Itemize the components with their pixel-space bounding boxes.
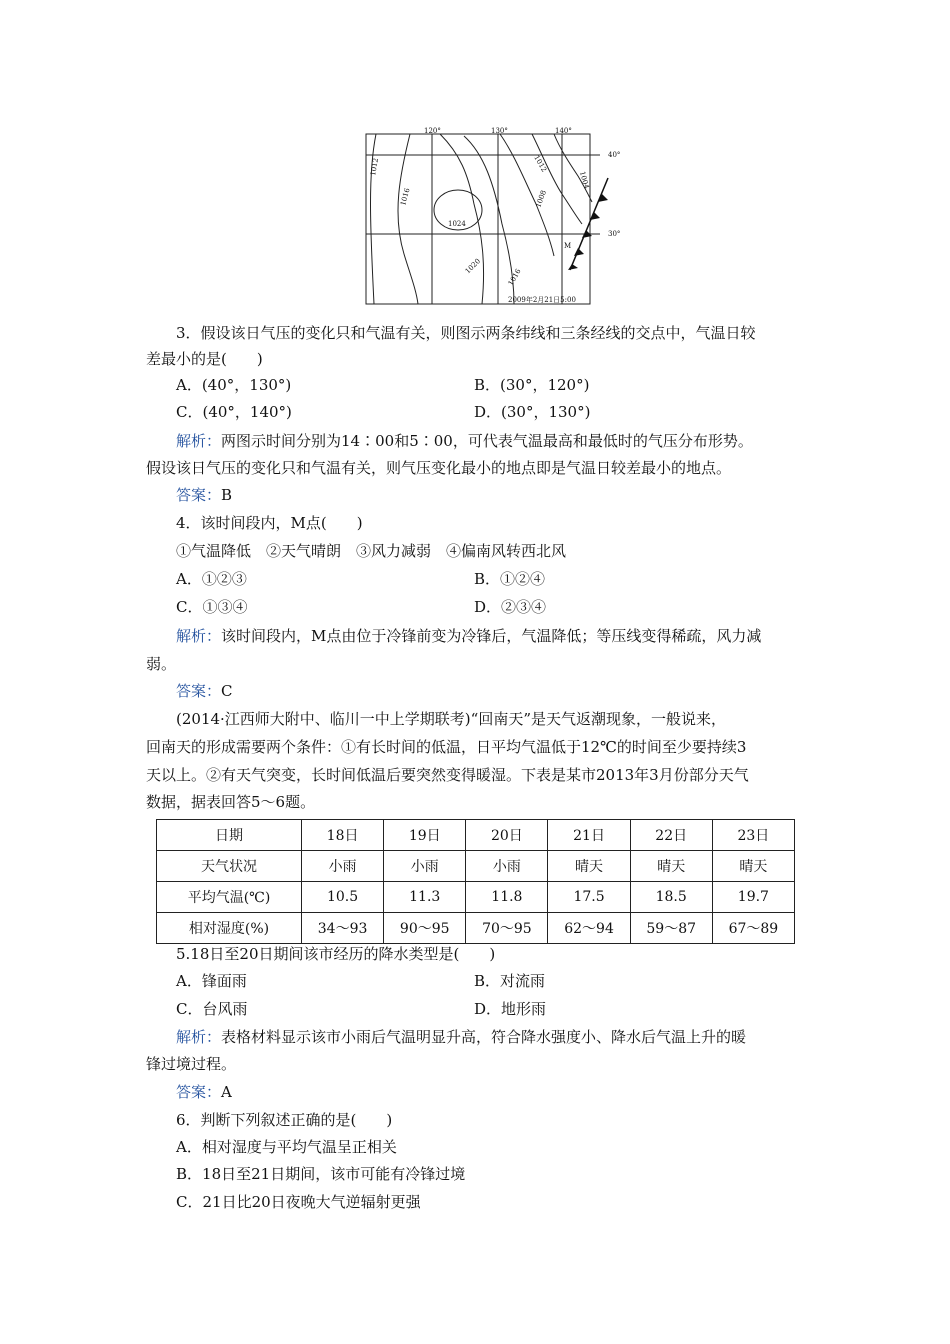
q5-option-d: D．地形雨: [474, 1000, 547, 1018]
map-caption: 2009年2月21日5:00: [508, 296, 576, 304]
q6-option-b: B．18日至21日期间，该市可能有冷锋过境: [176, 1165, 466, 1183]
q3-answer: [176, 485, 232, 505]
q5-explanation-text1: 表格材料显示该市小雨后气温明显升高，符合降水强度小、降水后气温上升的暖: [221, 1028, 747, 1046]
table-cell: 59～87: [630, 913, 712, 944]
q3-explanation-text1: 两图示时间分别为14∶00和5∶00，可代表气温最高和最低时的气压分布形势。: [221, 432, 753, 450]
intro-line1: (2014·江西师大附中、临川一中上学期联考)“回南天”是天气返潮现象，一般说来，: [176, 710, 726, 728]
q3-explanation-label: 解析：: [176, 432, 222, 450]
table-cell: 18日: [302, 820, 384, 851]
q4-answer: [176, 681, 233, 701]
q5-answer: [176, 1082, 232, 1102]
q3-explanation-line2: 假设该日气压的变化只和气温有关，则气压变化最小的地点即是气温日较差最小的地点。: [146, 459, 732, 477]
intro-line2: 回南天的形成需要两个条件：①有长时间的低温，日平均气温低于12℃的时间至少要持续3: [146, 738, 747, 756]
table-cell: 62～94: [548, 913, 630, 944]
table-cell: 小雨: [384, 851, 466, 882]
q6-option-c: C．21日比20日夜晚大气逆辐射更强: [176, 1193, 421, 1211]
table-cell: 小雨: [302, 851, 384, 882]
table-cell: 22日: [630, 820, 712, 851]
q4-items: ①气温降低 ②天气晴朗 ③风力减弱 ④偏南风转西北风: [176, 542, 567, 560]
q5-option-c: C．台风雨: [176, 1000, 248, 1018]
table-cell: 晴天: [548, 851, 630, 882]
table-cell: 小雨: [466, 851, 548, 882]
lon-label-140: 140°: [555, 127, 572, 135]
q4-explanation-label: 解析：: [176, 627, 222, 645]
table-cell: 天气状况: [157, 851, 302, 882]
weather-table: [156, 819, 795, 944]
q4-option-a: A．①②③: [176, 570, 247, 588]
isobar-map: [364, 124, 620, 308]
q4-option-b: B．①②④: [474, 570, 546, 588]
q4-stem: 4．该时间段内，M点( ): [176, 514, 363, 532]
isobar-label-1016-east: 1016: [506, 267, 523, 287]
q3-option-b: B．(30°，120°): [474, 376, 590, 394]
isobar-label-1020: 1020: [463, 257, 483, 276]
q3-explanation-line1: [176, 431, 753, 451]
lon-label-120: 120°: [424, 127, 441, 135]
lat-label-40: 40°: [608, 151, 620, 159]
table-cell: 11.3: [384, 882, 466, 913]
table-cell: 17.5: [548, 882, 630, 913]
table-row-temperature: [157, 882, 795, 913]
q5-explanation-line1: [176, 1027, 746, 1047]
q5-explanation-label: 解析：: [176, 1028, 222, 1046]
q5-option-b: B．对流雨: [474, 972, 546, 990]
table-row-date: [157, 820, 795, 851]
q6-option-a: A．相对湿度与平均气温呈正相关: [176, 1138, 397, 1156]
q3-option-a: A．(40°，130°): [176, 376, 292, 394]
table-cell: 21日: [548, 820, 630, 851]
table-cell: 67～89: [712, 913, 794, 944]
q5-option-a: A．锋面雨: [176, 972, 247, 990]
q3-stem-line1: 3．假设该日气压的变化只和气温有关，则图示两条纬线和三条经线的交点中，气温日较: [176, 324, 756, 342]
q5-explanation-line2: 锋过境过程。: [146, 1055, 237, 1073]
table-cell: 90～95: [384, 913, 466, 944]
q4-explanation-text1: 该时间段内，M点由位于冷锋前变为冷锋后，气温降低；等压线变得稀疏，风力减: [221, 627, 762, 645]
table-cell: 11.8: [466, 882, 548, 913]
table-cell: 19.7: [712, 882, 794, 913]
isobar-label-1016-west: 1016: [399, 187, 412, 207]
table-cell: 23日: [712, 820, 794, 851]
q4-explanation-line1: [176, 626, 761, 646]
q6-stem: 6．判断下列叙述正确的是( ): [176, 1111, 393, 1129]
isobar-label-1024: 1024: [448, 220, 466, 228]
table-cell: 晴天: [712, 851, 794, 882]
q5-answer-value: A: [221, 1083, 232, 1101]
q3-answer-value: B: [221, 486, 233, 504]
q3-answer-label: 答案：: [176, 486, 222, 504]
table-cell: 10.5: [302, 882, 384, 913]
intro-line4: 数据，据表回答5～6题。: [146, 793, 316, 811]
table-row-weather: [157, 851, 795, 882]
point-m-label: M: [564, 242, 572, 250]
q5-stem: 5.18日至20日期间该市经历的降水类型是( ): [176, 945, 496, 963]
isobar-label-1008: 1008: [534, 189, 548, 209]
table-cell: 34～93: [302, 913, 384, 944]
table-cell: 18.5: [630, 882, 712, 913]
lat-label-30: 30°: [608, 230, 620, 238]
table-cell: 19日: [384, 820, 466, 851]
q4-answer-value: C: [221, 682, 233, 700]
q4-option-c: C．①③④: [176, 598, 248, 616]
table-cell: 平均气温(℃): [157, 882, 302, 913]
table-cell: 20日: [466, 820, 548, 851]
intro-line3: 天以上。②有天气突变，长时间低温后要突然变得暖湿。下表是某市2013年3月份部分天气: [146, 766, 749, 784]
table-cell: 70～95: [466, 913, 548, 944]
q3-stem-line2: 差最小的是( ): [146, 350, 263, 368]
q5-answer-label: 答案：: [176, 1083, 222, 1101]
table-cell: 相对湿度(%): [157, 913, 302, 944]
lon-label-130: 130°: [491, 127, 508, 135]
q4-option-d: D．②③④: [474, 598, 547, 616]
isobar-label-1012-east: 1012: [532, 154, 549, 174]
isobar-label-1012-west: 1012: [369, 157, 381, 177]
table-cell: 晴天: [630, 851, 712, 882]
table-cell: 日期: [157, 820, 302, 851]
q3-option-c: C．(40°，140°): [176, 403, 292, 421]
table-row-humidity: [157, 913, 795, 944]
q4-explanation-line2: 弱。: [146, 655, 177, 673]
q3-option-d: D．(30°，130°): [474, 403, 591, 421]
isobar-label-1004: 1004: [578, 170, 591, 190]
q4-answer-label: 答案：: [176, 682, 222, 700]
